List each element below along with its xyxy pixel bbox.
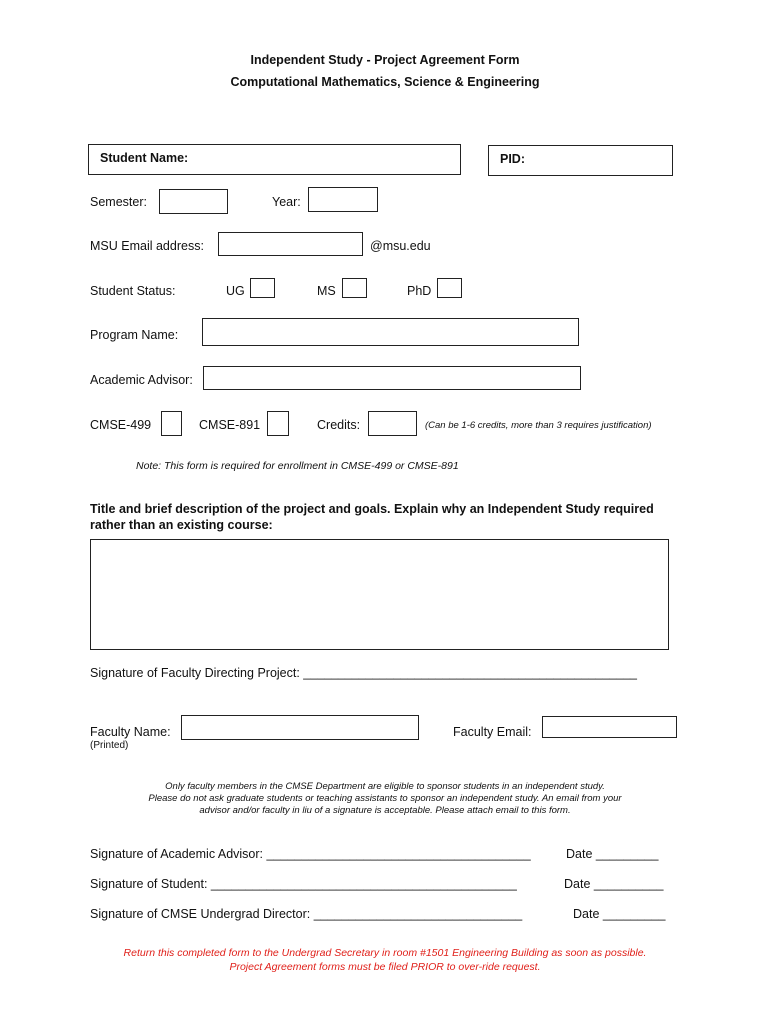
email-field[interactable] bbox=[218, 232, 363, 256]
student-signature-line[interactable]: Signature of Student: ____________________________________________ bbox=[90, 877, 517, 891]
project-description-textarea[interactable] bbox=[90, 539, 669, 650]
year-field[interactable] bbox=[308, 187, 378, 212]
credits-label: Credits: bbox=[317, 418, 361, 432]
semester-label: Semester: bbox=[90, 195, 147, 209]
eligibility-note-line1: Only faculty members in the CMSE Department are eligible to sponsor students in an independent study. bbox=[165, 781, 605, 792]
cmse891-checkbox[interactable] bbox=[267, 411, 289, 436]
status-ms-label: MS bbox=[317, 284, 336, 298]
pid-field[interactable] bbox=[488, 145, 673, 176]
director-signature-line[interactable]: Signature of CMSE Undergrad Director: ______________________________ bbox=[90, 907, 523, 921]
description-heading-line1: Title and brief description of the project and goals. Explain why an Independent Study required bbox=[90, 502, 654, 516]
director-date-line[interactable]: Date _________ bbox=[573, 907, 666, 921]
form-title: Independent Study - Project Agreement Form bbox=[250, 53, 520, 67]
form-subtitle: Computational Mathematics, Science & Engineering bbox=[230, 75, 540, 89]
cmse499-label: CMSE-499 bbox=[90, 418, 152, 432]
credits-note: (Can be 1-6 credits, more than 3 requires justification) bbox=[425, 420, 652, 431]
semester-field[interactable] bbox=[159, 189, 228, 214]
academic-advisor-label: Academic Advisor: bbox=[90, 373, 193, 387]
status-phd-label: PhD bbox=[407, 284, 432, 298]
status-phd-checkbox[interactable] bbox=[437, 278, 462, 298]
eligibility-note-line3: advisor and/or faculty in liu of a signature is acceptable. Please attach email to this form. bbox=[199, 805, 571, 816]
student-name-field[interactable] bbox=[88, 144, 461, 175]
student-name-label: Student Name: bbox=[100, 151, 189, 165]
status-ug-checkbox[interactable] bbox=[250, 278, 275, 298]
student-status-label: Student Status: bbox=[90, 284, 176, 298]
status-ms-checkbox[interactable] bbox=[342, 278, 367, 298]
printed-note: (Printed) bbox=[90, 740, 129, 751]
credits-field[interactable] bbox=[368, 411, 417, 436]
program-name-label: Program Name: bbox=[90, 328, 179, 342]
faculty-email-field[interactable] bbox=[542, 716, 677, 738]
faculty-name-field[interactable] bbox=[181, 715, 419, 740]
email-label: MSU Email address: bbox=[90, 239, 204, 253]
year-label: Year: bbox=[272, 195, 301, 209]
return-instructions-line1: Return this completed form to the Undergrad Secretary in room #1501 Engineering Building as soon as possible. bbox=[123, 947, 647, 959]
faculty-email-label: Faculty Email: bbox=[453, 725, 532, 739]
pid-label: PID: bbox=[500, 152, 525, 166]
eligibility-note-line2: Please do not ask graduate students or teaching assistants to sponsor an independent study. An email from your bbox=[148, 793, 622, 804]
email-suffix: @msu.edu bbox=[370, 239, 431, 253]
program-name-field[interactable] bbox=[202, 318, 579, 346]
enrollment-note: Note: This form is required for enrollment in CMSE-499 or CMSE-891 bbox=[136, 460, 459, 472]
student-date-line[interactable]: Date __________ bbox=[564, 877, 664, 891]
status-ug-label: UG bbox=[226, 284, 245, 298]
cmse499-checkbox[interactable] bbox=[161, 411, 182, 436]
description-heading-line2: rather than an existing course: bbox=[90, 518, 273, 532]
faculty-signature-line[interactable]: Signature of Faculty Directing Project: ________________________________________________ bbox=[90, 666, 637, 680]
faculty-name-label: Faculty Name: bbox=[90, 725, 171, 739]
academic-advisor-field[interactable] bbox=[203, 366, 581, 390]
return-instructions-line2: Project Agreement forms must be filed PRIOR to over-ride request. bbox=[229, 961, 541, 973]
cmse891-label: CMSE-891 bbox=[199, 418, 261, 432]
advisor-signature-line[interactable]: Signature of Academic Advisor: ______________________________________ bbox=[90, 847, 531, 861]
advisor-date-line[interactable]: Date _________ bbox=[566, 847, 659, 861]
